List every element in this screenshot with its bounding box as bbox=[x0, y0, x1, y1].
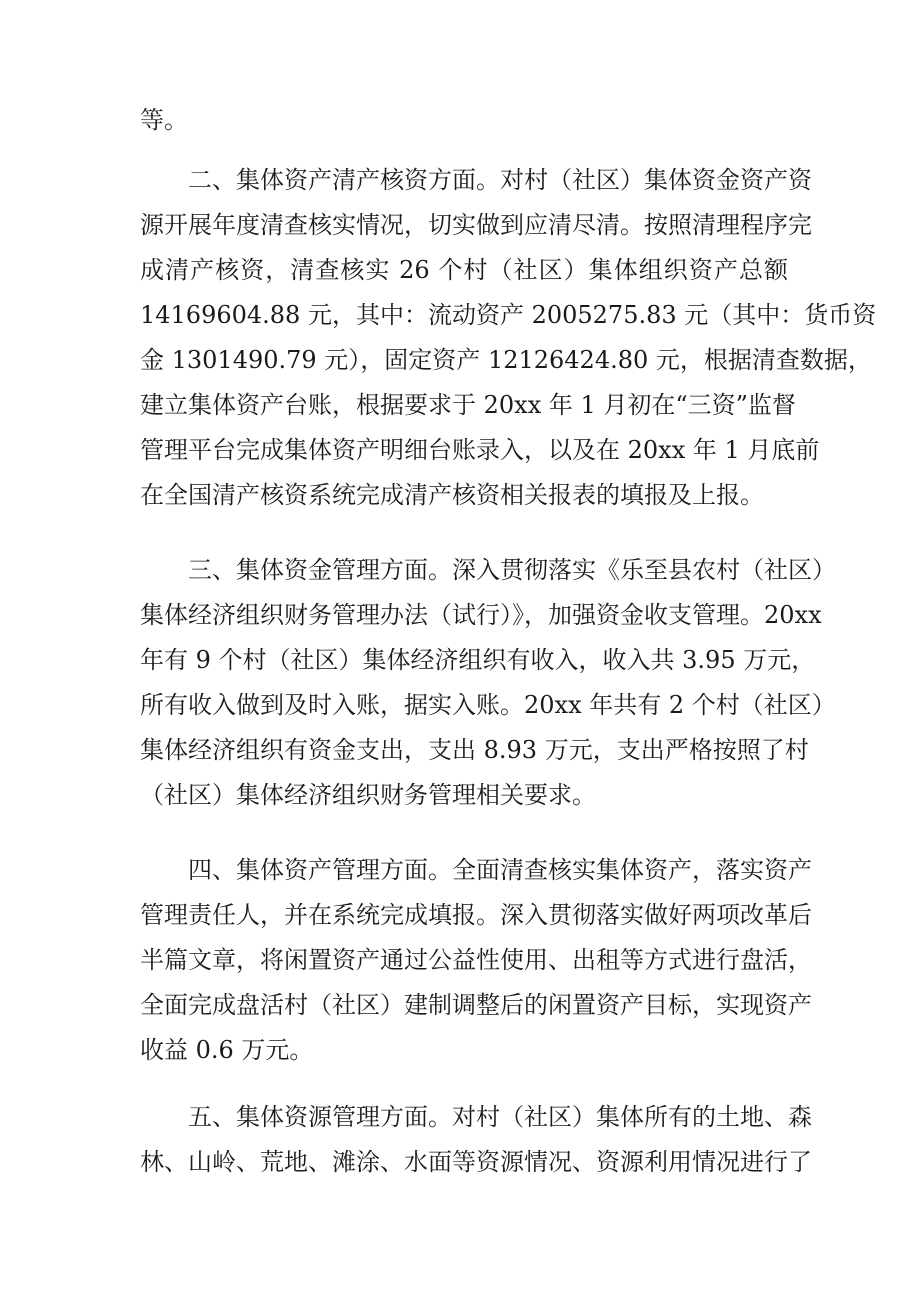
text-line: 金 1301490.79 元），固定资产 12126424.80 元，根据清查数据， bbox=[140, 346, 872, 374]
section-4-heading-line: 四、集体资产管理方面。全面清查核实集体资产，落实资产 bbox=[188, 856, 812, 884]
text-line: 在全国清产核资系统完成清产核资相关报表的填报及上报。 bbox=[140, 481, 764, 509]
section-2-heading-line: 二、集体资产清产核资方面。对村（社区）集体资金资产资 bbox=[188, 166, 812, 194]
section-3-heading-line: 三、集体资金管理方面。深入贯彻落实《乐至县农村（社区） bbox=[188, 556, 836, 584]
text-line: 林、山岭、荒地、滩涂、水面等资源情况、资源利用情况进行了 bbox=[140, 1148, 812, 1176]
text-line: （社区）集体经济组织财务管理相关要求。 bbox=[140, 781, 596, 809]
text-line: 等。 bbox=[140, 106, 188, 134]
text-line: 管理平台完成集体资产明细台账录入，以及在 20xx 年 1 月底前 bbox=[140, 436, 820, 464]
text-line: 管理责任人，并在系统完成填报。深入贯彻落实做好两项改革后 bbox=[140, 901, 812, 929]
text-line: 年有 9 个村（社区）集体经济组织有收入，收入共 3.95 万元， bbox=[140, 646, 816, 674]
text-line: 集体经济组织有资金支出，支出 8.93 万元，支出严格按照了村 bbox=[140, 736, 809, 764]
text-line: 全面完成盘活村（社区）建制调整后的闲置资产目标，实现资产 bbox=[140, 991, 812, 1019]
text-line: 集体经济组织财务管理办法（试行）》，加强资金收支管理。20xx bbox=[140, 601, 822, 629]
section-5-heading-line: 五、集体资源管理方面。对村（社区）集体所有的土地、森 bbox=[188, 1103, 812, 1131]
text-line: 14169604.88 元，其中：流动资产 2005275.83 元（其中：货币资 bbox=[140, 301, 877, 329]
text-line: 收益 0.6 万元。 bbox=[140, 1036, 314, 1064]
text-line: 所有收入做到及时入账，据实入账。20xx 年共有 2 个村（社区） bbox=[140, 691, 836, 719]
text-line: 建立集体资产台账，根据要求于 20xx 年 1 月初在“三资”监督 bbox=[140, 391, 796, 419]
text-line: 半篇文章，将闲置资产通过公益性使用、出租等方式进行盘活， bbox=[140, 946, 812, 974]
text-line: 源开展年度清查核实情况，切实做到应清尽清。按照清理程序完 bbox=[140, 211, 812, 239]
text-line: 成清产核资，清查核实 26 个村（社区）集体组织资产总额 bbox=[140, 256, 788, 284]
